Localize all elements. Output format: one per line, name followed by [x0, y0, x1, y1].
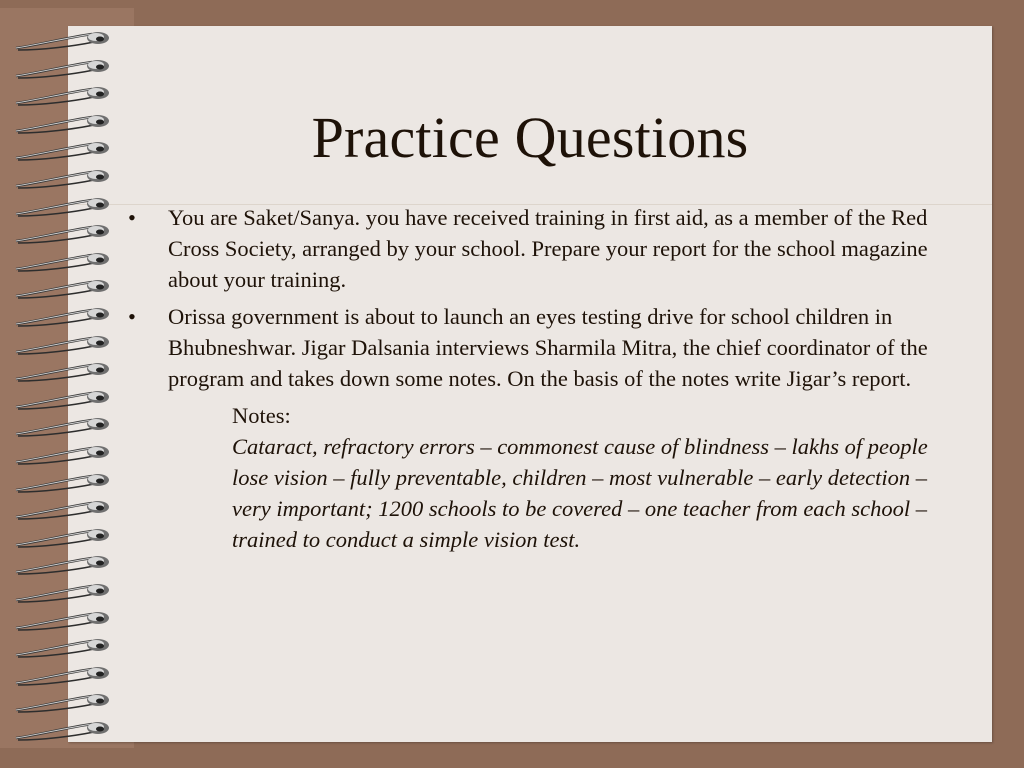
spiral-coil-icon	[14, 249, 114, 273]
spiral-coil-icon	[14, 470, 114, 494]
spiral-coil-icon	[14, 387, 114, 411]
spiral-coil-icon	[14, 359, 114, 383]
spiral-coil-icon	[14, 663, 114, 687]
notes-label: Notes:	[232, 403, 291, 428]
spiral-coil-icon	[14, 56, 114, 80]
spiral-coil-icon	[14, 608, 114, 632]
slide-title: Practice Questions	[311, 105, 749, 170]
bullet-marker: •	[128, 304, 136, 329]
bullet-marker: •	[128, 205, 136, 230]
spiral-coil-icon	[14, 194, 114, 218]
spiral-coil-icon	[14, 83, 114, 107]
spiral-coil-icon	[14, 28, 114, 52]
spiral-coil-icon	[14, 497, 114, 521]
slide-content	[128, 202, 968, 555]
spiral-coil-icon	[14, 580, 114, 604]
bullet-text: You are Saket/Sanya. you have received training in first aid, as a member of the Red Cross Society, arranged by your school. Prepare your report for the school magazine about your training.	[168, 205, 928, 292]
spiral-coil-icon	[14, 221, 114, 245]
notes-body: Cataract, refractory errors – commonest cause of blindness – lakhs of people lose vision – fully preventable, children – most vulnerable – early detection – very important; 1200 schools to be covered – one teacher from each school – trained to conduct a simple vision test.	[232, 434, 928, 552]
spiral-coil-icon	[14, 166, 114, 190]
spiral-coil-icon	[14, 111, 114, 135]
spiral-coil-icon	[14, 690, 114, 714]
spiral-coil-icon	[14, 138, 114, 162]
bullet-text: Orissa government is about to launch an eyes testing drive for school children in Bhubneshwar. Jigar Dalsania interviews Sharmila Mitra, the chief coordinator of the program and takes down some notes. On the basis of the notes write Jigar’s report.	[168, 304, 928, 391]
spiral-coil-icon	[14, 635, 114, 659]
spiral-coil-icon	[14, 525, 114, 549]
spiral-coil-icon	[14, 304, 114, 328]
spiral-coil-icon	[14, 414, 114, 438]
notes-block	[128, 400, 968, 555]
spiral-coil-icon	[14, 332, 114, 356]
bullet-item	[128, 202, 968, 295]
spiral-coil-icon	[14, 552, 114, 576]
bullet-item	[128, 301, 968, 394]
spiral-coil-icon	[14, 276, 114, 300]
spiral-coil-icon	[14, 442, 114, 466]
spiral-coil-icon	[14, 718, 114, 742]
